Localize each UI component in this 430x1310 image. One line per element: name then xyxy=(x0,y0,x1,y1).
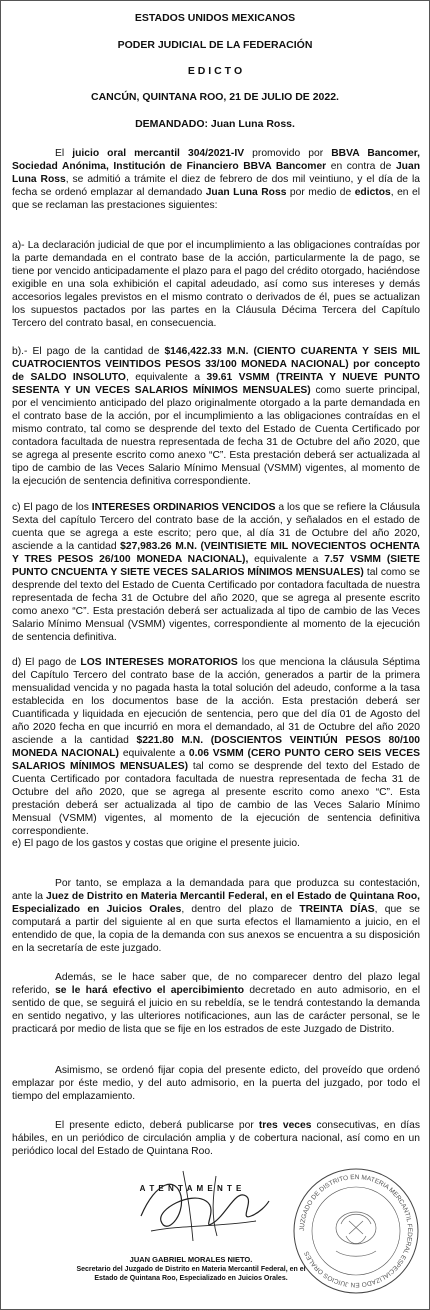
publication-paragraph: El presente edicto, deberá publicarse por tres veces consecutivas, en días hábiles, en un periódico de circulación amplia y de cobertura nacional, así como en un periódico local del Estado de Quintana Roo. xyxy=(12,1120,421,1158)
eagle-emblem xyxy=(336,1212,376,1256)
posting-paragraph: Asimismo, se ordenó fijar copia del presente edicto, del proveído que ordenó emplazar por éste medio, y del auto admisorio, en la puerta del juzgado, por todo el tiempo del emplazamiento. xyxy=(12,1065,420,1103)
item-e-paragraph: e) El pago de los gastos y costas que origine el presente juicio. xyxy=(12,838,300,850)
item-d-paragraph: d) El pago de LOS INTERESES MORATORIOS los que menciona la cláusula Séptima del Capítulo Tercero del contrato base de la acción, generados a partir de la primera mensualidad vencida y no pagada hasta la total solución del adeudo, conforme a la tasa establecida en los documentos base de la acción. Esta prestación deberá ser Cuantificada y liquidada en ejecución de sentencia, pero que del día 01 de Agosto del año 2020 fecha en que incurrió en mora el demandado, al 31 de Octubre del año 2020 asciende a la cantidad $221.80 M.N. (DOSCIENTOS VEINTIÚN PESOS 80/100 MONEDA NACIONAL) equivalente a 0.06 VSMM (CERO PUNTO CERO SEIS VECES SALARIOS MÍNIMOS MENSUALES) tal como se desprende del texto del Estado de Cuenta Certificado por contadora facultada de nuestra representada de fecha 31 de Octubre del año 2020, que se agrega al presente escrito como anexo “C”. Esta prestación deberá ser actualizada al tipo de cambio de las Veces Salario Mínimo Mensual (VSMM) vigentes, al momento de la ejecución de sentencia definitiva correspondiente. xyxy=(12,657,421,838)
header-doc-type: E D I C T O xyxy=(187,65,243,77)
signature-closing: A T E N T A M E N T E xyxy=(139,1184,243,1193)
header-place-date: CANCÚN, QUINTANA ROO, 21 DE JULIO DE 2022. xyxy=(91,91,339,103)
header-branch: PODER JUDICIAL DE LA FEDERACIÓN xyxy=(117,39,313,51)
summons-paragraph: Por tanto, se emplaza a la demandada para que produzca su contestación, ante la Juez de Distrito en Materia Mercantil Federal, en el Estado de Quintana Roo, Especializado en Juicios Orales, dentro del plazo de TREINTA DÍAS, que se computará a partir del siguiente al en que surta efectos el llamamiento a juicio, en el entendido de que, la copia de la demanda con sus anexos se encuentra a su disposición en la secretaría de este juzgado. xyxy=(12,878,421,955)
signature-title-line2: Estado de Quintana Roo, Especializado en Juicios Orales. xyxy=(94,1275,288,1282)
item-b-paragraph: b).- El pago de la cantidad de $146,422.33 M.N. (CIENTO CUARENTA Y SEIS MIL CUATROCIENTOS VEINTIDOS PESOS 33/100 MONEDA NACIONAL) por concepto de SALDO INSOLUTO, equivalente a 39.61 VSMM (TREINTA Y NUEVE PUNTO SESENTA Y UN VECES SALARIOS MÍNIMOS MENSUALES) como suerte principal, por el vencimiento anticipado del plazo originalmente otorgado a la parte demandada en el contrato base de la acción, por el incumplimiento a las obligaciones contraídas en el mismo contrato, tal como se desprende del texto del Estado de Cuenta Certificado por contadora facultada de nuestra representada de fecha 31 de Octubre del año 2020, que se agrega al presente escrito como anexo “C”. Esta prestación deberá ser actualizada al tipo de cambio de las Veces Salario Mínimo Mensual (VSMM) vigentes, al momento de la ejecución de sentencia definitiva correspondiente. xyxy=(12,346,421,488)
header-defendant: DEMANDADO: Juan Luna Ross. xyxy=(135,118,295,130)
header-country: ESTADOS UNIDOS MEXICANOS xyxy=(134,12,296,24)
item-a-paragraph: a)- La declaración judicial de que por el incumplimiento a las obligaciones contraídas por la parte demandada en el contrato base de la acción, particularmente la de pago, se tiene por vencido anticipadamente el plazo para el pago del crédito otorgado, haciéndose exigible en una sola exhibición el capital adeudado, así como sus intereses y demás accesorios legales previstos en el mismo contrato o derivados de él, pues se actualizan los supuestos pactados por las partes en la Cláusula Décima Tercera del Capítulo Tercero del contrato basal, en consecuencia. xyxy=(12,240,420,330)
court-seal xyxy=(291,1166,421,1296)
intro-paragraph: El juicio oral mercantil 304/2021-IV promovido por BBVA Bancomer, Sociedad Anónima, Institución de Financiero BBVA Bancomer en contra de Juan Luna Ross, se admitió a trámite el diez de febrero de dos mil veintiuno, y el día de la fecha se ordenó emplazar al demandado Juan Luna Ross por medio de edictos, en el que se reclaman las prestaciones siguientes: xyxy=(12,148,421,212)
signature-title-line1: Secretario del Juzgado de Distrito en Materia Mercantil Federal, en el xyxy=(76,1266,306,1273)
item-c-paragraph: c) El pago de los INTERESES ORDINARIOS VENCIDOS a los que se refiere la Cláusula Sexta del capítulo Tercero del contrato base de la acción, y señalados en el estado de cuenta que se agrega a este escrito; pero que, al día 31 de Octubre del año 2020, asciende a la cantidad $27,983.26 M.N. (VEINTISIETE MIL NOVECIENTOS OCHENTA Y TRES PESOS 26/100 MONEDA NACIONAL), equivalente a 7.57 VSMM (SIETE PUNTO CNCUENTA Y SIETE VECES SALARIOS MÍNIMOS MENSUALES) tal como se desprende del texto del Estado de Cuenta Certificado por contadora facultada de nuestra representada de fecha 31 de Octubre del año 2020, que se agrega al presente escrito como anexo “C”. Esta prestación deberá ser actualizada al tipo de cambio de las Veces Salario Mínimo Mensual (VSMM) vigentes, correspondiente al momento de la ejecución de sentencia definitiva. xyxy=(12,502,421,644)
signature-name: JUAN GABRIEL MORALES NIETO. xyxy=(129,1255,253,1264)
handwritten-signature xyxy=(121,1161,271,1251)
seal-text: JUZGADO DE DISTRITO EN MATERIA MERCANTIL FEDERAL ESPECIALIZADO EN JUICIOS ORALES xyxy=(298,1173,414,1289)
warning-paragraph: Además, se le hace saber que, de no comparecer dentro del plazo legal referido, se le hará efectivo el apercibimiento decretado en auto admisorio, en el sentido de que, se seguirá el juicio en su rebeldía, se le tendrá contestando la demanda en sentido negativo, y las ulteriores notificaciones, aun las de carácter personal, se le practicará por medio de lista que se fije en los estrados de este Juzgado de Distrito. xyxy=(12,972,421,1036)
